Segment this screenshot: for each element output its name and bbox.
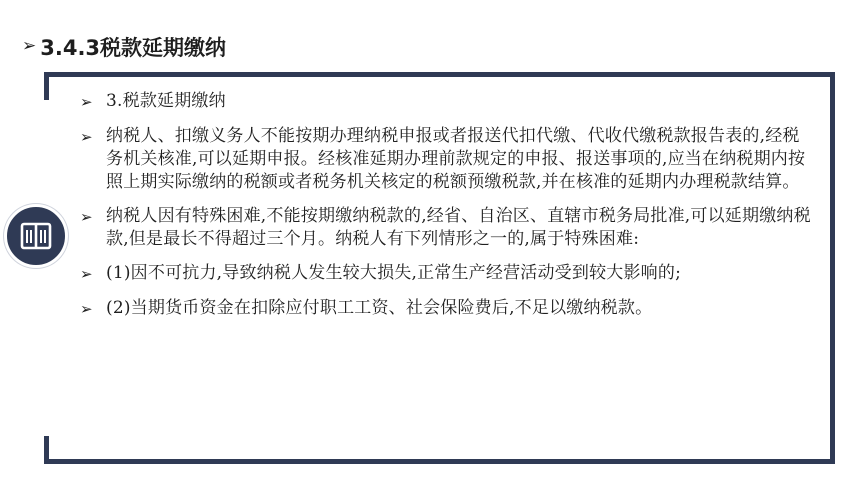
list-item-text: 纳税人、扣缴义务人不能按期办理纳税申报或者报送代扣代缴、代收代缴税款报告表的,经税务机关核准,可以延期申报。经核准延期办理前款规定的申报、报送事项的,应当在纳税期内按照上期实际缴纳的税额或者税务机关核定的税额预缴税款,并在核准的延期内办理税款结算。: [106, 126, 806, 192]
title-arrow-icon: ➢: [22, 36, 37, 56]
bullet-arrow-icon: ➢: [80, 128, 93, 146]
bullet-arrow-icon: ➢: [80, 93, 93, 111]
list-item: [80, 90, 815, 114]
list-item: [80, 205, 815, 251]
frame-bottom-border: [44, 459, 835, 464]
frame-left-top-border: [44, 72, 49, 100]
book-icon: [19, 219, 53, 253]
content-list: [80, 90, 815, 332]
list-item: [80, 297, 815, 321]
list-item: [80, 262, 815, 286]
section-title: [22, 32, 226, 62]
list-item-text: (1)因不可抗力,导致纳税人发生较大损失,正常生产经营活动受到较大影响的;: [106, 263, 682, 283]
list-item: [80, 125, 815, 194]
list-item-text: 3.税款延期缴纳: [106, 91, 226, 111]
list-item-text: (2)当期货币资金在扣除应付职工工资、社会保险费后,不足以缴纳税款。: [106, 298, 653, 318]
list-item-text: 纳税人因有特殊困难,不能按期缴纳税款的,经省、自治区、直辖市税务局批准,可以延期缴纳税款,但是最长不得超过三个月。纳税人有下列情形之一的,属于特殊困难:: [106, 206, 811, 249]
bullet-arrow-icon: ➢: [80, 265, 93, 283]
bullet-arrow-icon: ➢: [80, 300, 93, 318]
frame-left-bottom-border: [44, 436, 49, 464]
frame-right-border: [830, 72, 835, 464]
book-badge: [4, 204, 68, 268]
bullet-arrow-icon: ➢: [80, 208, 93, 226]
section-title-text: 3.4.3税款延期缴纳: [40, 36, 227, 60]
frame-top-border: [44, 72, 835, 77]
